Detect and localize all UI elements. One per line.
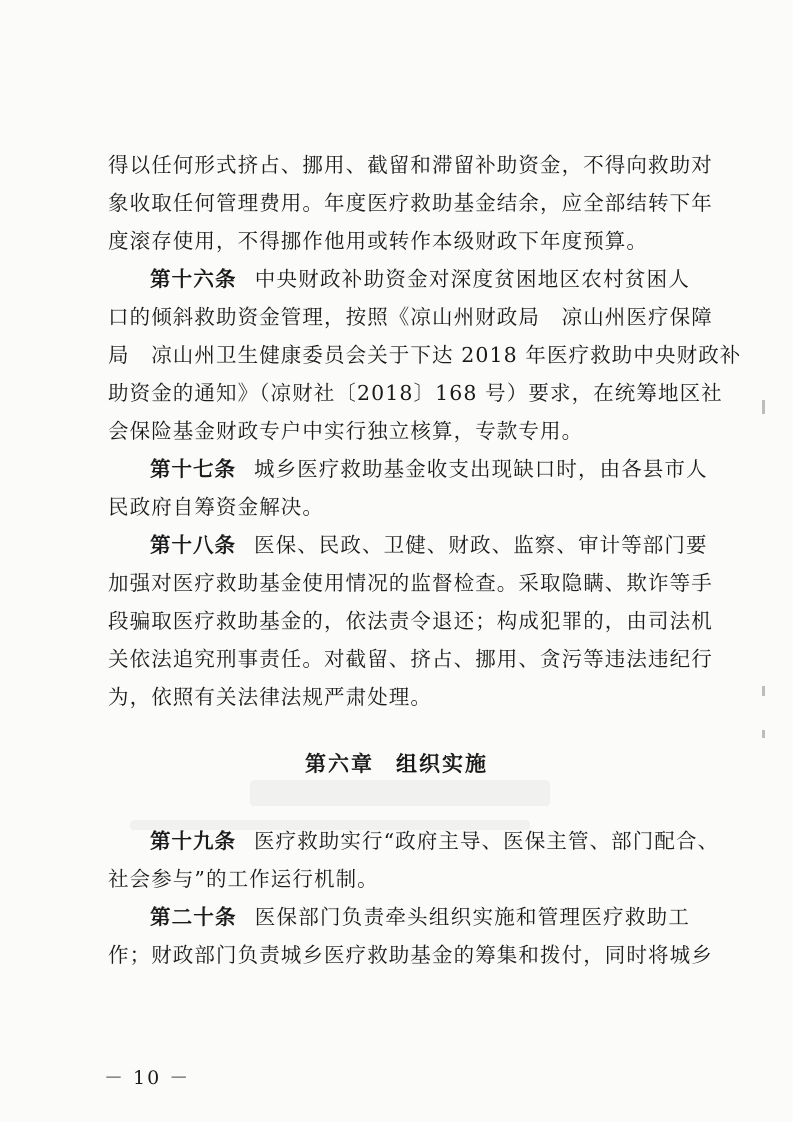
- scan-smudge: [250, 780, 550, 806]
- article-16-line: 第十六条 中央财政补助资金对深度贫困地区农村贫困人: [150, 267, 691, 291]
- body-line: 作；财政部门负责城乡医疗救助基金的筹集和拨付，同时将城乡: [108, 943, 713, 967]
- article-18-line: 第十八条 医保、民政、卫健、财政、监察、审计等部门要: [150, 533, 708, 557]
- article-20-title: 第二十条: [150, 905, 237, 929]
- body-line: 关依法追究刑事责任。对截留、挤占、挪用、贪污等违法违纪行: [108, 647, 713, 671]
- article-17-line: 第十七条 城乡医疗救助基金收支出现缺口时，由各县市人: [150, 457, 708, 481]
- body-line: 助资金的通知》（凉财社〔2018〕168 号）要求，在统筹地区社: [108, 381, 723, 405]
- article-19-line: 第十九条 医疗救助实行“政府主导、医保主管、部门配合、: [150, 829, 720, 853]
- article-19-title: 第十九条: [150, 829, 236, 853]
- article-20-line: 第二十条 医保部门负责牵头组织实施和管理医疗救助工: [150, 905, 691, 929]
- body-line: 局 凉山州卫生健康委员会关于下达 2018 年医疗救助中央财政补: [108, 343, 742, 367]
- article-17-title: 第十七条: [150, 457, 236, 481]
- body-line: 会保险基金财政专户中实行独立核算，专款专用。: [108, 419, 584, 443]
- body-line: 度滚存使用，不得挪作他用或转作本级财政下年度预算。: [108, 229, 648, 253]
- scan-edge-mark: [762, 730, 765, 738]
- body-line: 加强对医疗救助基金使用情况的监督检查。采取隐瞒、欺诈等手: [108, 571, 713, 595]
- body-line: 象收取任何管理费用。年度医疗救助基金结余，应全部结转下年: [108, 191, 713, 215]
- chapter-title: 组织实施: [396, 752, 488, 776]
- body-line: 段骗取医疗救助基金的，依法责令退还；构成犯罪的，由司法机: [108, 609, 713, 633]
- body-line: 口的倾斜救助资金管理，按照《凉山州财政局 凉山州医疗保障: [108, 305, 713, 329]
- article-18-title: 第十八条: [150, 533, 236, 557]
- scan-edge-mark: [762, 400, 765, 414]
- article-16-title: 第十六条: [150, 267, 237, 291]
- body-line: 得以任何形式挤占、挪用、截留和滞留补助资金，不得向救助对: [108, 153, 713, 177]
- scan-edge-mark: [762, 686, 765, 696]
- body-line: 社会参与”的工作运行机制。: [108, 867, 379, 891]
- page-number: － 10 －: [104, 1067, 191, 1089]
- chapter-heading: [0, 749, 793, 779]
- chapter-number: 第六章: [305, 752, 374, 776]
- body-line: 民政府自筹资金解决。: [108, 495, 324, 519]
- body-line: 为，依照有关法律法规严肃处理。: [108, 685, 432, 709]
